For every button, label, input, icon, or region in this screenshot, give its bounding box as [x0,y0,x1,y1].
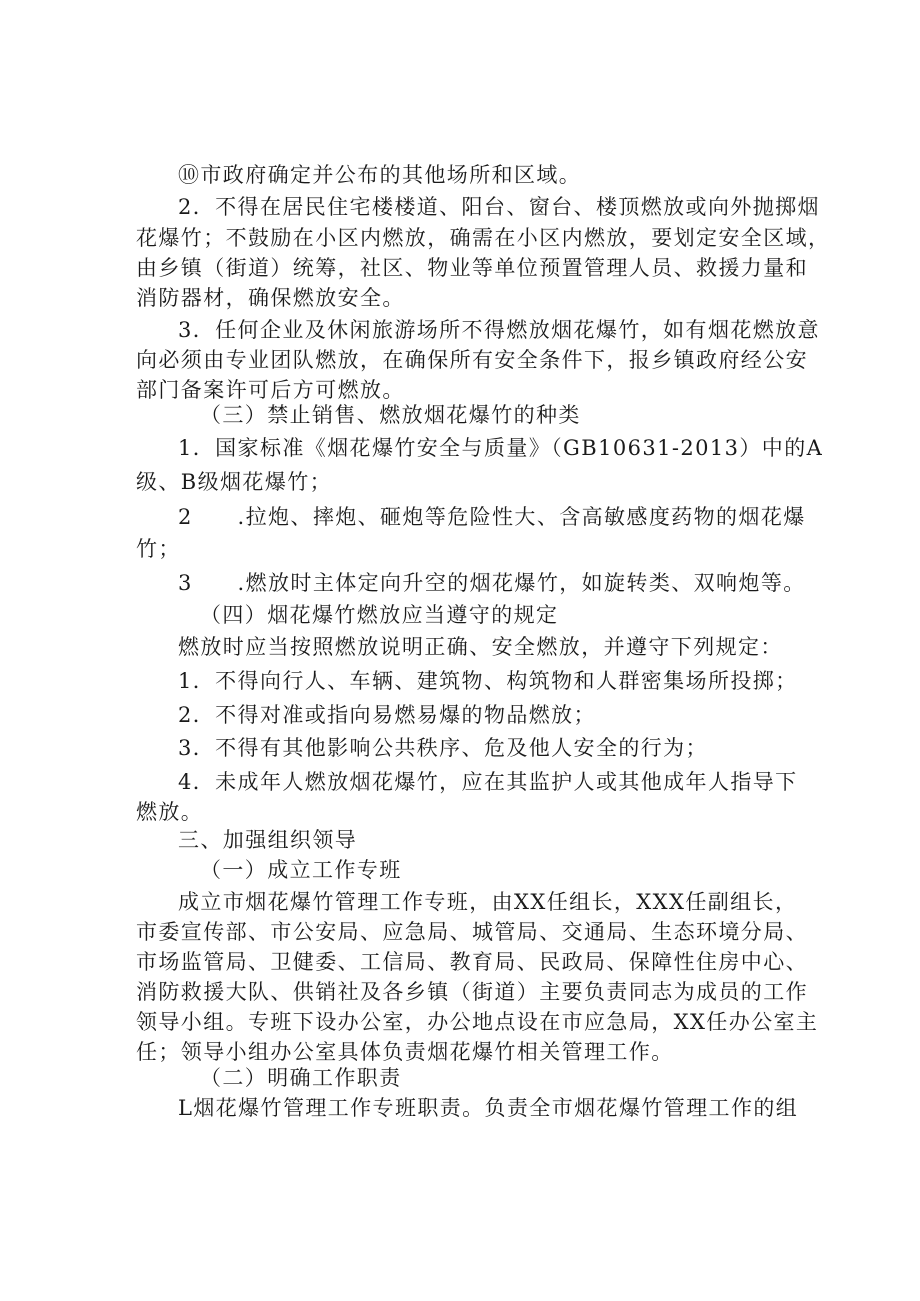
paragraph-line: 1．国家标准《烟花爆竹安全与质量》（GB10631-2013）中的A [178,436,824,460]
section-heading: （三）禁止销售、燃放烟花爆竹的种类 [200,403,581,427]
section-heading: （四）烟花爆竹燃放应当遵守的规定 [200,603,559,627]
paragraph-line: 级、B级烟花爆竹； [136,470,333,494]
section-heading: （二）明确工作职责 [200,1066,402,1090]
paragraph-line: 燃放。 [136,800,204,824]
section-heading: 三、加强组织领导 [178,828,358,852]
paragraph-line: 领导小组。专班下设办公室，办公地点设在市应急局，XX任办公室主 [136,1010,819,1034]
paragraph-line: 3 .燃放时主体定向升空的烟花爆竹，如旋转类、双响炮等。 [178,571,806,595]
paragraph-line: 2．不得对准或指向易燃易爆的物品燃放； [178,703,596,727]
paragraph-line: 消防器材，确保燃放安全。 [136,286,405,310]
paragraph-line: 由乡镇（街道）统筹，社区、物业等单位预置管理人员、救援力量和 [136,256,808,280]
paragraph-line: 3．任何企业及休闲旅游场所不得燃放烟花爆竹，如有烟花燃放意 [178,318,820,342]
paragraph-line: 花爆竹；不鼓励在小区内燃放，确需在小区内燃放，要划定安全区域， [136,226,831,250]
paragraph-line: 市场监管局、卫健委、工信局、教育局、民政局、保障性住房中心、 [136,950,808,974]
paragraph-line: 2 .拉炮、摔炮、砸炮等危险性大、含高敏感度药物的烟花爆 [178,505,806,529]
paragraph-line: 部门备案许可后方可燃放。 [136,378,405,402]
paragraph-line: 燃放时应当按照燃放说明正确、安全燃放，并遵守下列规定： [178,635,783,659]
paragraph-line: L烟花爆竹管理工作专班职责。负责全市烟花爆竹管理工作的组 [178,1096,799,1120]
paragraph-line: 竹； [136,537,181,561]
paragraph-line: ⑩市政府确定并公布的其他场所和区域。 [178,163,582,187]
paragraph-line: 向必须由专业团队燃放，在确保所有安全条件下，报乡镇政府经公安 [136,348,808,372]
paragraph-line: 1．不得向行人、车辆、建筑物、构筑物和人群密集场所投掷； [178,669,798,693]
paragraph-line: 3．不得有其他影响公共秩序、危及他人安全的行为； [178,736,708,760]
paragraph-line: 市委宣传部、市公安局、应急局、城管局、交通局、生态环境分局、 [136,920,808,944]
paragraph-line: 成立市烟花爆竹管理工作专班，由XX任组长，XXX任副组长， [178,890,798,914]
section-heading: （一）成立工作专班 [200,858,402,882]
paragraph-line: 任；领导小组办公室具体负责烟花爆竹相关管理工作。 [136,1040,674,1064]
paragraph-line: 消防救援大队、供销社及各乡镇（街道）主要负责同志为成员的工作 [136,980,808,1004]
paragraph-line: 2．不得在居民住宅楼楼道、阳台、窗台、楼顶燃放或向外抛掷烟 [178,195,820,219]
paragraph-line: 4．未成年人燃放烟花爆竹，应在其监护人或其他成年人指导下 [178,770,798,794]
